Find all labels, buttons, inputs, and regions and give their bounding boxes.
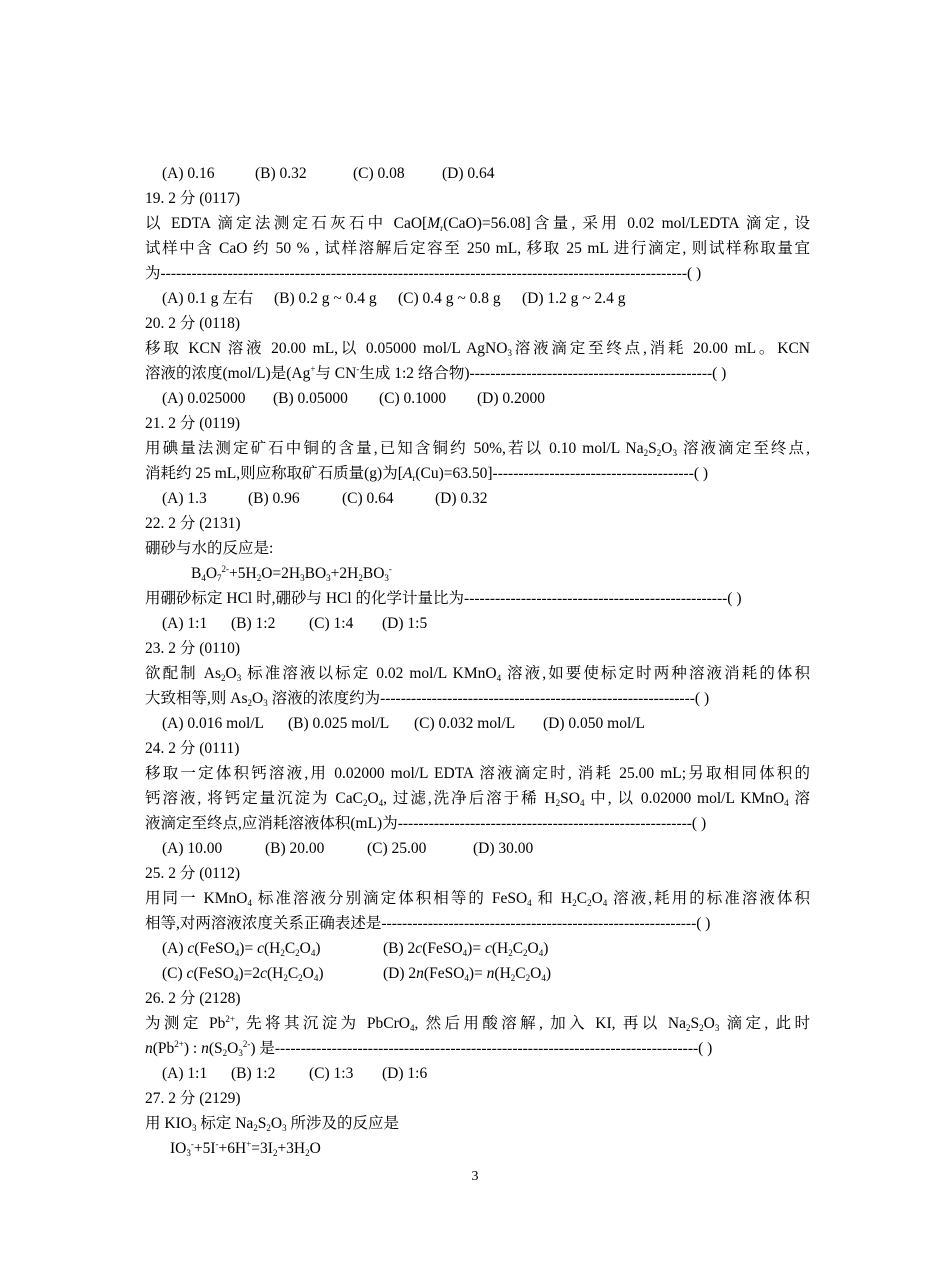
q21-header: 21. 2 分 (0119): [145, 415, 240, 432]
option: (A) c(FeSO$_4$)= $c(H_2C_2O_4)$: [162, 940, 321, 958]
option: (A) 0.16: [162, 165, 215, 182]
q20-options: [162, 389, 827, 409]
option: (C) 0.1000: [379, 390, 447, 407]
q19-line2: 试样中含 CaO 约 50 % , 试样溶解后定容至 250 mL, 移取 25 mL 进行滴定, 则试样称取量宜: [145, 240, 810, 257]
option: (C) 0.08: [353, 165, 405, 182]
q24-header: 24. 2 分 (0111): [145, 740, 240, 757]
q22-options: [162, 614, 827, 634]
option: (B) 1:2: [231, 615, 276, 632]
q26-options: [162, 1064, 827, 1084]
q18-options: [162, 164, 827, 184]
q22-line1: 硼砂与水的反应是:: [145, 540, 274, 557]
option: (C) 0.4 g ~ 0.8 g: [398, 290, 501, 307]
q23-options: [162, 714, 827, 734]
option: (C) 1:3: [309, 1065, 354, 1082]
option: (B) 0.05000: [273, 390, 348, 407]
option: (D) 0.050 mol/L: [543, 715, 646, 732]
q20-header: 20. 2 分 (0118): [145, 315, 240, 332]
q22-line3: 用硼砂标定 HCl 时,硼砂与 HCl 的化学计量比为---------------------------------------------------( ): [145, 590, 742, 607]
q25-options-row2: [162, 964, 827, 984]
option: (D) 1.2 g ~ 2.4 g: [522, 290, 626, 307]
option: (B) 0.2 g ~ 0.4 g: [274, 290, 377, 307]
option: (B) 0.32: [255, 165, 307, 182]
q25-line1: 用同一 KMnO$_4$ 标准溶液分别滴定体积相等的 FeSO$_4$ 和 $H_2C_2O_4$ 溶液,耗用的标准溶液体积: [145, 890, 810, 908]
option: (A) 1:1: [162, 615, 208, 632]
q23-header: 23. 2 分 (0110): [145, 640, 240, 657]
q24-line1: 移取一定体积钙溶液,用 0.02000 mol/L EDTA 溶液滴定时, 消耗 25.00 mL;另取相同体积的: [145, 765, 810, 782]
q20-line1: 移取 KCN 溶液 20.00 mL,以 0.05000 mol/L AgNO$_3$溶液滴定至终点,消耗 20.00 mL。KCN: [145, 340, 810, 358]
q27-equation: $IO_3^-+5I^-+6H^+=3I_2+3H_2O$: [170, 1139, 321, 1158]
option: (A) 0.016 mol/L: [162, 715, 265, 732]
option: (B) 20.00: [265, 840, 325, 857]
q24-line2: 钙溶液, 将钙定量沉淀为 $CaC_2O_4$, 过滤,洗净后溶于稀 $H_2SO_4$ 中, 以 0.02000 mol/L KMnO$_4$ 溶: [145, 790, 811, 808]
option: (C) 1:4: [309, 615, 354, 632]
q27-header: 27. 2 分 (2129): [145, 1090, 241, 1107]
q19-line1: 以 EDTA 滴定法测定石灰石中 $CaO[M_r(CaO)=56.08]$含量, 采用 0.02 mol/LEDTA 滴定, 设: [145, 215, 810, 233]
q21-options: [162, 489, 827, 509]
option: (C) $c(FeSO_4)=2c(H_2C_2O_4)$: [162, 965, 324, 983]
option: (D) 1:5: [382, 615, 428, 632]
q23-line1: 欲配制 $As_2O_3$ 标准溶液以标定 0.02 mol/L KMnO$_4$ 溶液,如要使标定时两种溶液消耗的体积: [145, 665, 811, 683]
option: (C) 0.64: [342, 490, 394, 507]
option: (B) 0.96: [248, 490, 300, 507]
q21-line2: 消耗约 25 mL,则应称取矿石质量(g)为$[A_r(Cu)=63.50]---------------------------------------$( ): [145, 465, 709, 483]
option: (C) 0.032 mol/L: [414, 715, 516, 732]
q24-line3: 液滴定至终点,应消耗溶液体积(mL)为---------------------------------------------------------( ): [145, 815, 707, 832]
q26-header: 26. 2 分 (2128): [145, 990, 241, 1007]
q24-options: [162, 839, 827, 859]
option: (D) 30.00: [473, 840, 534, 857]
option: (D) 0.2000: [477, 390, 546, 407]
option: (A) 10.00: [162, 840, 223, 857]
q19-line3: 为------------------------------------------------------------------------------------------------------( ): [145, 265, 702, 282]
q25-options-row1: [162, 939, 827, 959]
page-number: 3: [471, 1169, 479, 1184]
option: (D) 0.32: [435, 490, 488, 507]
q25-line2: 相等,对两溶液浓度关系正确表述是-------------------------------------------------------------( ): [145, 915, 711, 932]
option: (D) 2n(FeSO$_4$)= $n(H_2C_2O_4)$: [383, 965, 551, 983]
option: (C) 25.00: [367, 840, 427, 857]
option: (D) 1:6: [382, 1065, 428, 1082]
option: (B) 0.025 mol/L: [288, 715, 390, 732]
option: (B) 2c(FeSO$_4$)= $c(H_2C_2O_4)$: [383, 940, 549, 958]
q27-line1: 用 $KIO_3$ 标定 $Na_2S_2O_3$ 所涉及的反应是: [145, 1115, 399, 1133]
option: (A) 1:1: [162, 1065, 208, 1082]
q22-equation: $B_4O_7^{2-}+5H_2O=2H_3BO_3+2H_2BO_3^-$: [191, 564, 392, 583]
q26-line1: 为测定 $Pb^{2+}$, 先将其沉淀为 PbCrO$_4$, 然后用酸溶解, 加入 KI, 再以 $Na_2S_2O_3$ 滴定, 此时: [145, 1014, 810, 1033]
q19-options: [162, 289, 827, 309]
q21-line1: 用碘量法测定矿石中铜的含量,已知含铜约 50%,若以 0.10 mol/L $Na_2S_2O_3$ 溶液滴定至终点,: [145, 440, 810, 458]
option: (A) 0.025000: [162, 390, 246, 407]
q26-line2: $n(Pb^{2+})$ : $n(S_2O_3^{2-})$ 是----------------------------------------------------------------------------------( ): [145, 1039, 713, 1058]
q25-header: 25. 2 分 (0112): [145, 865, 240, 882]
option: (A) 0.1 g 左右: [162, 290, 254, 307]
q20-line2: 溶液的浓度(mol/L)是(Ag+与 CN-生成 1:2 络合物)-----------------------------------------------( ): [145, 364, 727, 382]
option: (B) 1:2: [231, 1065, 276, 1082]
option: (A) 1.3: [162, 490, 207, 507]
q22-header: 22. 2 分 (2131): [145, 515, 241, 532]
q23-line2: 大致相等,则 $As_2O_3$ 溶液的浓度约为-------------------------------------------------------------( ): [145, 690, 710, 708]
q19-header: 19. 2 分 (0117): [145, 190, 240, 207]
option: (D) 0.64: [442, 165, 495, 182]
